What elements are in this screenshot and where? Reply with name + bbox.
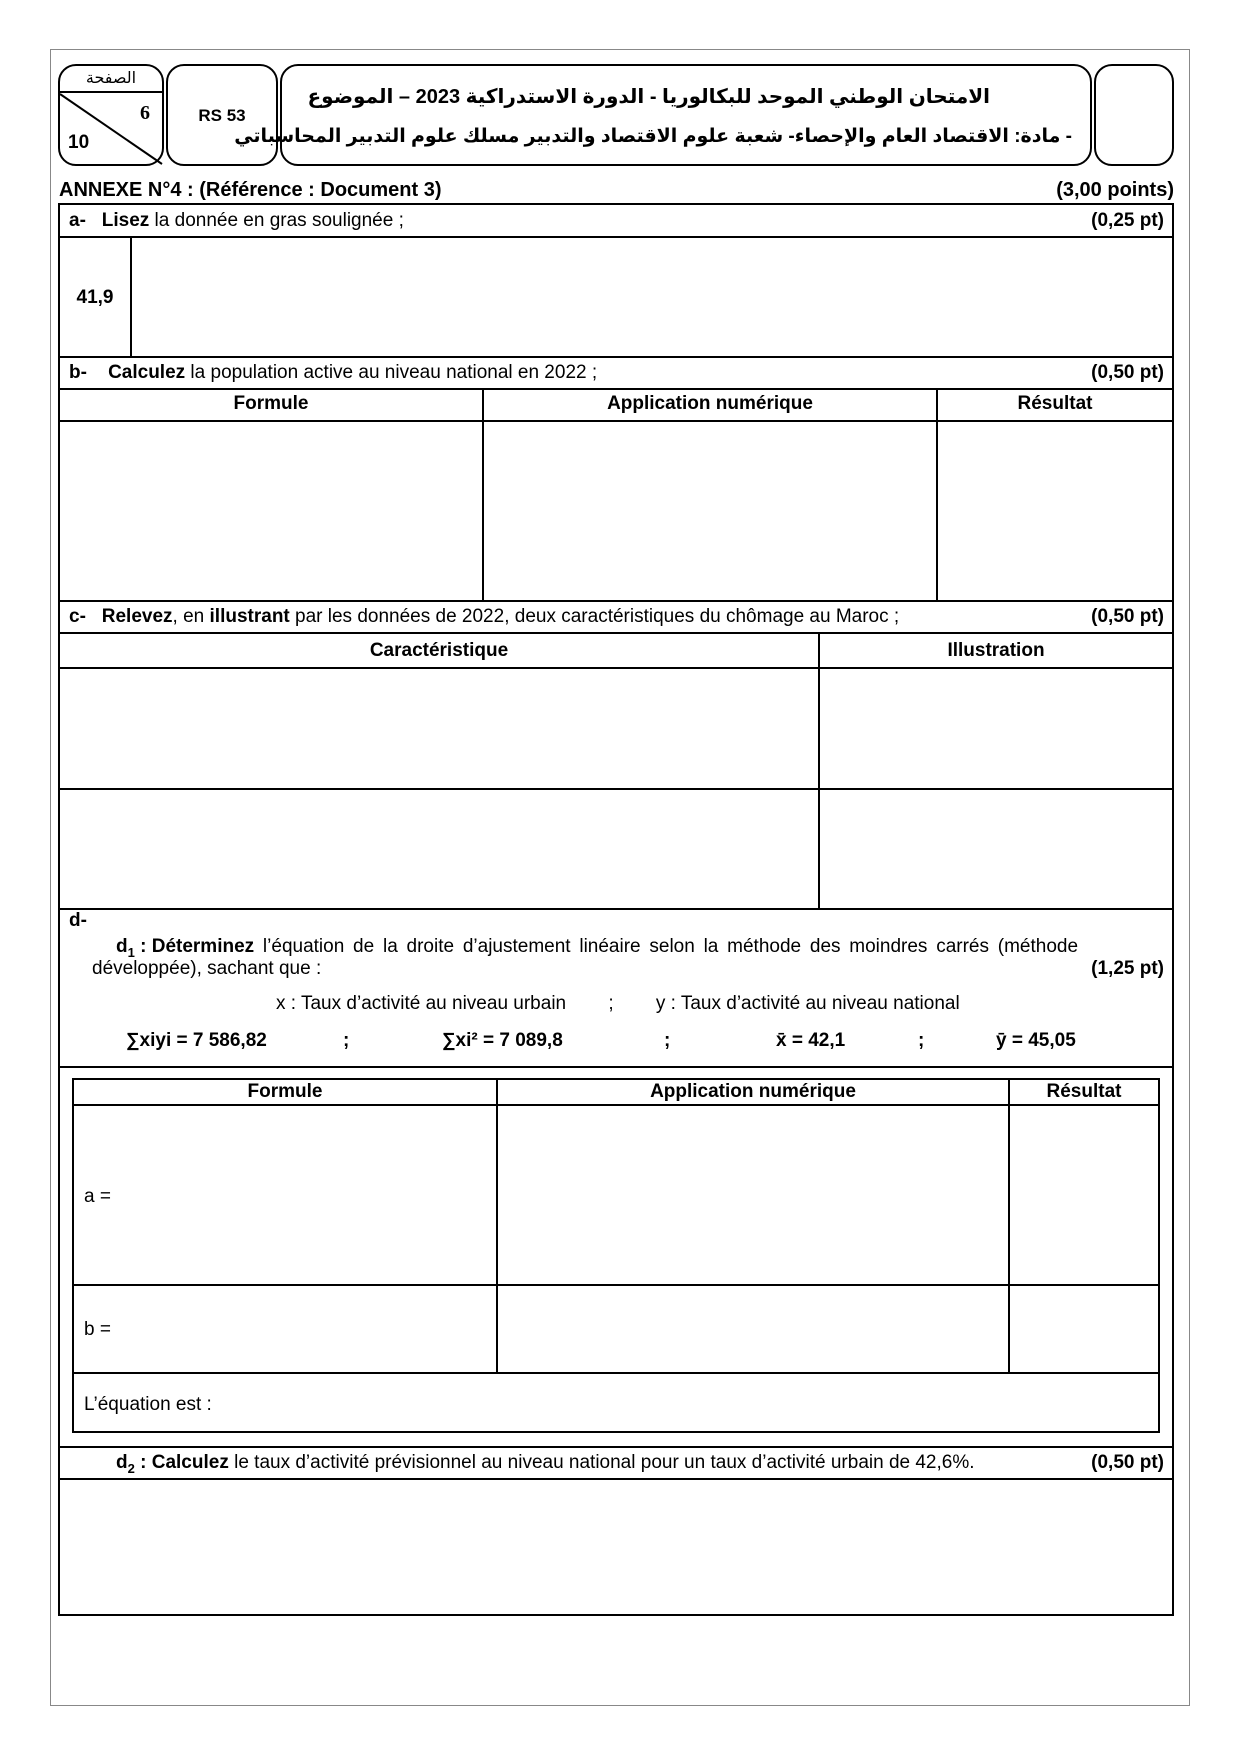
exam-title: الامتحان الوطني الموحد للبكالوريا - الدورة الاستدراكية 2023 – الموضوع: [307, 86, 990, 108]
answer-b-application[interactable]: [484, 422, 935, 599]
question-c-text1: , en: [172, 606, 210, 627]
coef-b-label: b =: [84, 1319, 111, 1340]
rule: [58, 600, 1174, 602]
question-c-points: (0,50 pt): [1091, 606, 1164, 627]
answer-c-caracteristique-1[interactable]: [60, 669, 817, 787]
annexe-points: (3,00 points): [1056, 179, 1174, 201]
rule: [58, 356, 1174, 358]
separator: ;: [343, 1030, 350, 1051]
question-c-verb: Relevez: [101, 606, 173, 627]
header-resultat-d: Résultat: [1046, 1081, 1122, 1102]
exam-code: RS 53: [198, 106, 246, 125]
title-box: [234, 64, 1092, 166]
answer-b-application-d[interactable]: [498, 1286, 1007, 1371]
question-b-points: (0,50 pt): [1091, 362, 1164, 383]
d1-text: l’équation de la droite d’ajustement linéaire selon la méthode des moindres carrés (méthode: [254, 936, 1079, 957]
d2-colon: :: [134, 1452, 152, 1473]
header-application-d: Application numérique: [650, 1081, 856, 1102]
d1-subscript: 1: [127, 944, 135, 960]
blank-header-box: [1094, 64, 1174, 166]
answer-b-resultat-d[interactable]: [1010, 1286, 1158, 1371]
question-d1-points: (1,25 pt): [1091, 958, 1164, 979]
page-total: 10: [68, 132, 90, 153]
d2-label: d: [116, 1452, 128, 1473]
question-c-letter: c-: [69, 606, 86, 627]
question-a-text: la donnée en gras soulignée ;: [149, 210, 404, 231]
question-b-verb: Calculez: [108, 362, 186, 383]
annexe-title: ANNEXE N°4 : (Référence : Document 3): [59, 179, 442, 201]
question-a: [69, 210, 404, 232]
answer-b-resultat[interactable]: [938, 422, 1172, 599]
rule: [58, 632, 1174, 634]
answer-d2-input[interactable]: [60, 1480, 1172, 1614]
answer-c-caracteristique-2[interactable]: [60, 790, 817, 907]
rule: [58, 1066, 1174, 1068]
d2-subscript: 2: [127, 1460, 135, 1476]
question-c: [69, 606, 899, 628]
coef-a-label: a =: [84, 1186, 111, 1207]
answer-c-illustration-2[interactable]: [820, 790, 1172, 907]
separator: ;: [664, 1030, 671, 1051]
page-number: 6: [140, 102, 150, 124]
answer-b-formule[interactable]: [60, 422, 481, 599]
header-caracteristique: Caractéristique: [369, 640, 509, 661]
variables-definition: x : Taux d’activité au niveau urbain ; y : Taux d’activité au niveau national: [276, 993, 960, 1014]
rule: [72, 1372, 1160, 1374]
rule: [58, 1446, 1174, 1448]
question-d2: [116, 1452, 975, 1480]
separator: ;: [918, 1030, 925, 1051]
answer-c-illustration-1[interactable]: [820, 669, 1172, 787]
exam-subject: - مادة: الاقتصاد العام والإحصاء- شعبة علوم الاقتصاد والتدبير مسلك علوم التدبير المحاسباتي: [234, 126, 1072, 147]
d1-label: d: [116, 936, 128, 957]
question-a-verb: Lisez: [101, 210, 150, 231]
question-c-verb2: illustrant: [209, 606, 290, 627]
reading-value: 41,9: [76, 287, 114, 308]
question-d2-points: (0,50 pt): [1091, 1452, 1164, 1473]
sum-xiyi: ∑xiyi = 7 586,82: [126, 1030, 267, 1051]
sum-xi2: ∑xi² = 7 089,8: [442, 1030, 563, 1051]
question-a-points: (0,25 pt): [1091, 210, 1164, 231]
header-formule: Formule: [233, 393, 309, 414]
header-illustration: Illustration: [947, 640, 1045, 661]
question-d-letter: d-: [69, 910, 87, 931]
d1-verb: Déterminez: [151, 936, 255, 957]
question-b-letter: b-: [69, 362, 87, 383]
d2-text: le taux d’activité prévisionnel au niveau national pour un taux d’activité urbain de 42,6%.: [228, 1452, 975, 1473]
rule: [58, 908, 1174, 910]
answer-a-resultat[interactable]: [1010, 1106, 1158, 1283]
header-resultat: Résultat: [1017, 393, 1093, 414]
mean-y: ȳ = 45,05: [996, 1030, 1076, 1051]
answer-a-application[interactable]: [498, 1106, 1007, 1283]
header-application: Application numérique: [607, 393, 813, 414]
question-b: [69, 362, 597, 384]
answer-a-input[interactable]: [132, 238, 1172, 356]
header-formule-d: Formule: [247, 1081, 323, 1102]
d1-colon: :: [134, 936, 152, 957]
question-c-text2: par les données de 2022, deux caractéristiques du chômage au Maroc ;: [289, 606, 900, 627]
question-d1-line2: développée), sachant que :: [92, 958, 322, 979]
rule: [58, 388, 1174, 390]
question-b-text: la population active au niveau national en 2022 ;: [185, 362, 598, 383]
page-label: الصفحة: [85, 70, 137, 87]
equation-label: L’équation est :: [84, 1394, 212, 1415]
question-a-letter: a-: [69, 210, 86, 231]
mean-x: x̄ = 42,1: [776, 1030, 846, 1051]
d2-verb: Calculez: [151, 1452, 229, 1473]
